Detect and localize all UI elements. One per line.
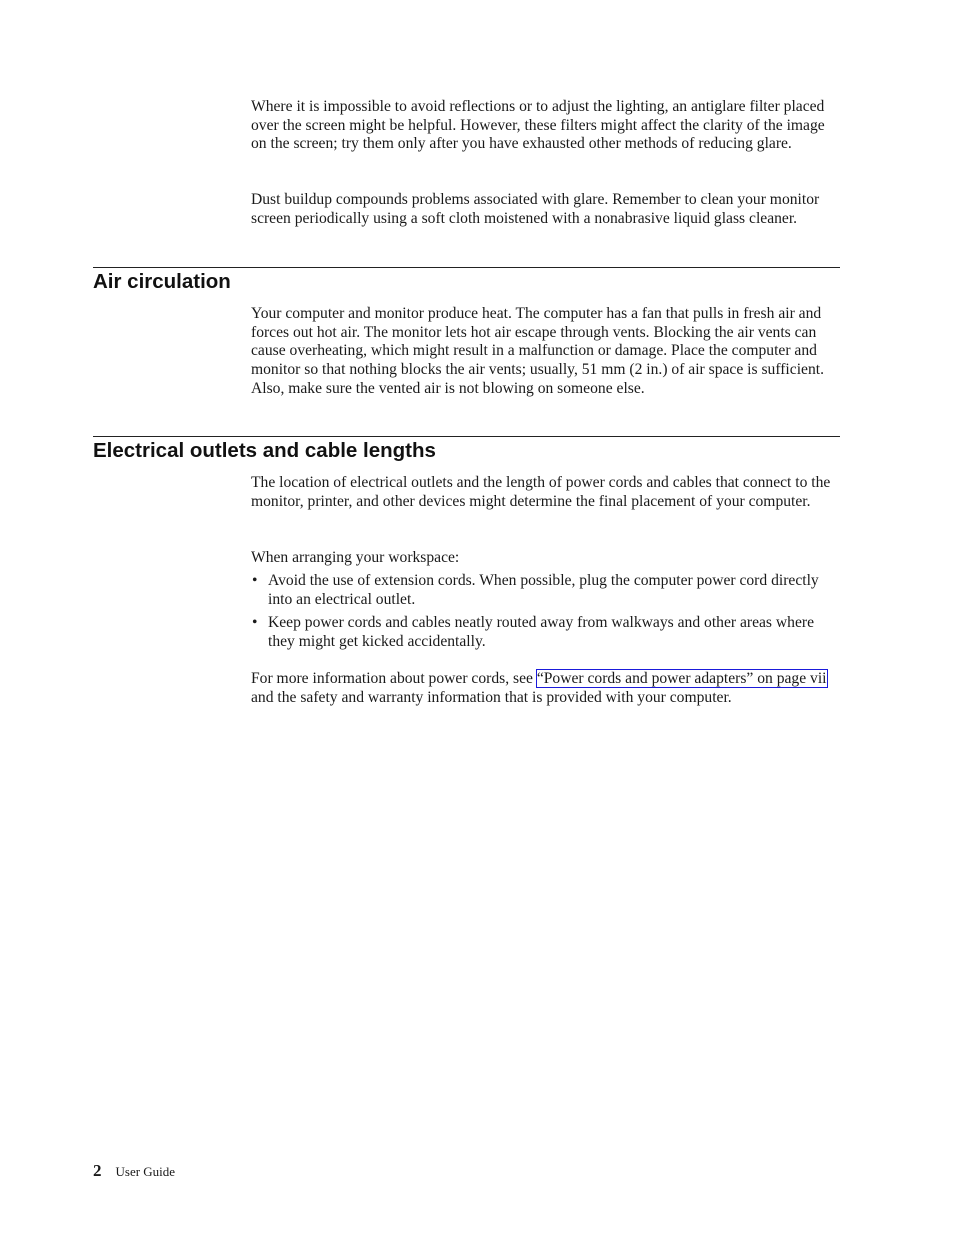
page-number: 2 [93,1161,102,1180]
section-divider [93,436,840,437]
power-cords-link[interactable]: “Power cords and power adapters” on page vii [536,670,827,687]
workspace-intro: When arranging your workspace: [251,549,460,566]
footer-label: User Guide [115,1164,176,1179]
list-item [251,614,839,651]
power-cords-text-after: and the safety and warranty information that is provided with your computer. [251,688,732,706]
heading-air-circulation: Air circulation [93,270,231,293]
bullet-icon: • [252,613,258,631]
section-divider [93,267,840,268]
bullet-text: Avoid the use of extension cords. When possible, plug the computer power cord directly into an electrical outlet. [268,572,819,608]
electrical-paragraph-1: The location of electrical outlets and the length of power cords and cables that connect to the monitor, printer, and other devices might determine the final placement of your computer. [251,474,831,510]
intro-paragraph-2: Dust buildup compounds problems associated with glare. Remember to clean your monitor screen periodically using a soft cloth moistened with a nonabrasive liquid glass cleaner. [251,191,820,227]
bullet-text: Keep power cords and cables neatly routed away from walkways and other areas where they might get kicked accidentally. [268,613,814,650]
bullet-icon: • [252,572,258,589]
workspace-bullet-list [251,572,839,656]
power-cords-paragraph [251,670,839,707]
intro-paragraph-1: Where it is impossible to avoid reflections or to adjust the lighting, an antiglare filter placed over the screen might be helpful. However, these filters might affect the clarity of the image on the screen; try them only after you have exhausted other methods of reducing glare. [251,98,825,153]
page-footer [93,1161,175,1181]
power-cords-text-before: For more information about power cords, see [251,670,537,687]
list-item [251,572,839,609]
heading-electrical-outlets: Electrical outlets and cable lengths [93,439,436,462]
air-circulation-paragraph: Your computer and monitor produce heat. The computer has a fan that pulls in fresh air and forces out hot air. The monitor lets hot air escape through vents. Blocking the air vents can cause overheating, which might result in a malfunction or damage. Place the computer and monitor so that nothing blocks the air vents; usually, 51 mm (2 in.) of air space is sufficient. Also, make sure the vented air is not blowing on someone else. [251,305,824,397]
